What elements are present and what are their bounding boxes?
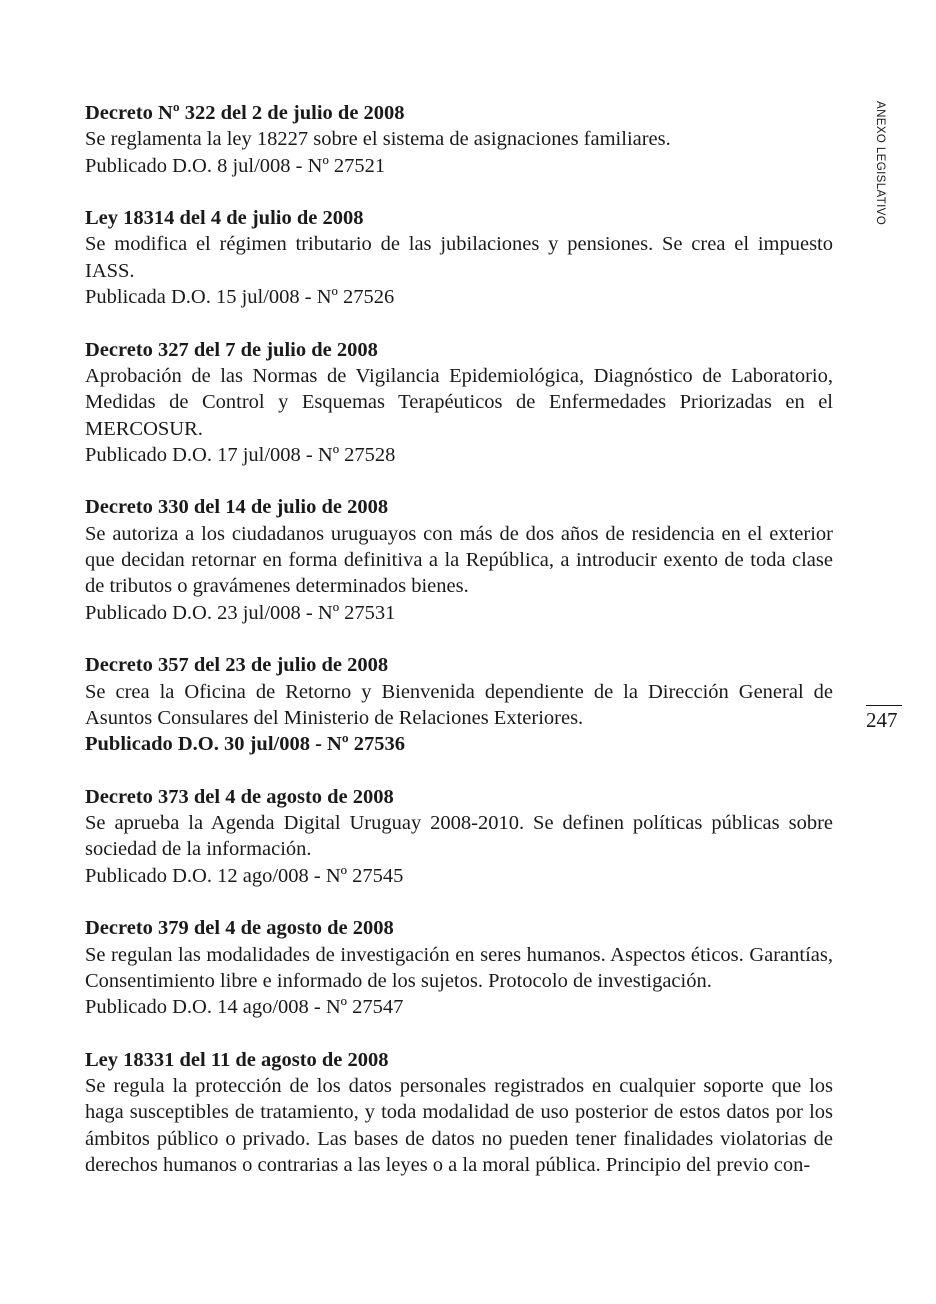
entry-title: Decreto Nº 322 del 2 de julio de 2008 bbox=[85, 102, 405, 124]
entry-description: Se reglamenta la ley 18227 sobre el sistema de asignaciones familiares. bbox=[85, 128, 671, 151]
entry-publication: Publicado D.O. 12 ago/008 - Nº 27545 bbox=[85, 864, 404, 887]
page-number: 247 bbox=[866, 708, 898, 732]
entry-description: Se aprueba la Agenda Digital Uruguay 2008-2010. Se definen políticas públicas sobre sociedad de la información. bbox=[85, 812, 833, 861]
entry-description: Se regulan las modalidades de investigación en seres humanos. Aspectos éticos. Garantías, Consentimiento libre e informado de los sujetos. Protocolo de investigación. bbox=[85, 943, 833, 992]
entry-publication: Publicado D.O. 30 jul/008 - Nº 27536 bbox=[85, 733, 405, 756]
entry-publication: Publicado D.O. 14 ago/008 - Nº 27547 bbox=[85, 996, 404, 1019]
entry-publication: Publicada D.O. 15 jul/008 - Nº 27526 bbox=[85, 286, 395, 309]
entry-decreto-322 bbox=[85, 100, 833, 179]
entry-title: Decreto 357 del 23 de julio de 2008 bbox=[85, 654, 389, 677]
entry-description: Se crea la Oficina de Retorno y Bienvenida dependiente de la Dirección General de Asuntos Consulares del Ministerio de Relaciones Exteriores. bbox=[85, 680, 833, 729]
entry-title: Decreto 330 del 14 de julio de 2008 bbox=[85, 496, 389, 519]
entry-title: Decreto 327 del 7 de julio de 2008 bbox=[85, 338, 378, 361]
entry-title: Decreto 379 del 4 de agosto de 2008 bbox=[85, 917, 394, 940]
entry-publication: Publicado D.O. 8 jul/008 - Nº 27521 bbox=[85, 154, 386, 177]
entry-decreto-330 bbox=[85, 494, 833, 625]
entry-title: Ley 18331 del 11 de agosto de 2008 bbox=[85, 1048, 389, 1071]
page-number-rule bbox=[866, 705, 902, 706]
document-body bbox=[85, 100, 833, 1204]
entry-publication: Publicado D.O. 23 jul/008 - Nº 27531 bbox=[85, 601, 396, 624]
entry-description: Aprobación de las Normas de Vigilancia Epidemiológica, Diagnóstico de Laboratorio, Medidas de Control y Esquemas Terapéuticos de Enfermedades Priorizadas en el MERCOSUR. bbox=[85, 364, 833, 440]
entry-decreto-327 bbox=[85, 337, 833, 468]
entry-decreto-373 bbox=[85, 784, 833, 889]
entry-decreto-357 bbox=[85, 652, 833, 757]
running-section-label: ANEXO LEGISLATIVO bbox=[874, 101, 886, 226]
entry-publication: Publicado D.O. 17 jul/008 - Nº 27528 bbox=[85, 443, 396, 466]
entry-title: Ley 18314 del 4 de julio de 2008 bbox=[85, 207, 364, 230]
entry-ley-18314 bbox=[85, 205, 833, 310]
entry-decreto-379 bbox=[85, 915, 833, 1020]
entry-ley-18331 bbox=[85, 1047, 833, 1178]
entry-description: Se modifica el régimen tributario de las jubilaciones y pensiones. Se crea el impuesto IASS. bbox=[85, 233, 833, 282]
entry-title: Decreto 373 del 4 de agosto de 2008 bbox=[85, 785, 394, 808]
entry-description: Se autoriza a los ciudadanos uruguayos con más de dos años de residencia en el exterior que decidan retornar en forma definitiva a la República, a introducir exento de toda clase de tributos o gravámenes determinados bienes. bbox=[85, 522, 833, 598]
entry-description: Se regula la protección de los datos personales registrados en cualquier soporte que los haga susceptibles de tratamiento, y toda modalidad de uso posterior de estos datos por los ámbitos público o privado. Las bases de datos no pueden tener finalidades violatorias de derechos humanos o contrarias a las leyes o a la moral pública. Principio del previo con- bbox=[85, 1074, 833, 1176]
